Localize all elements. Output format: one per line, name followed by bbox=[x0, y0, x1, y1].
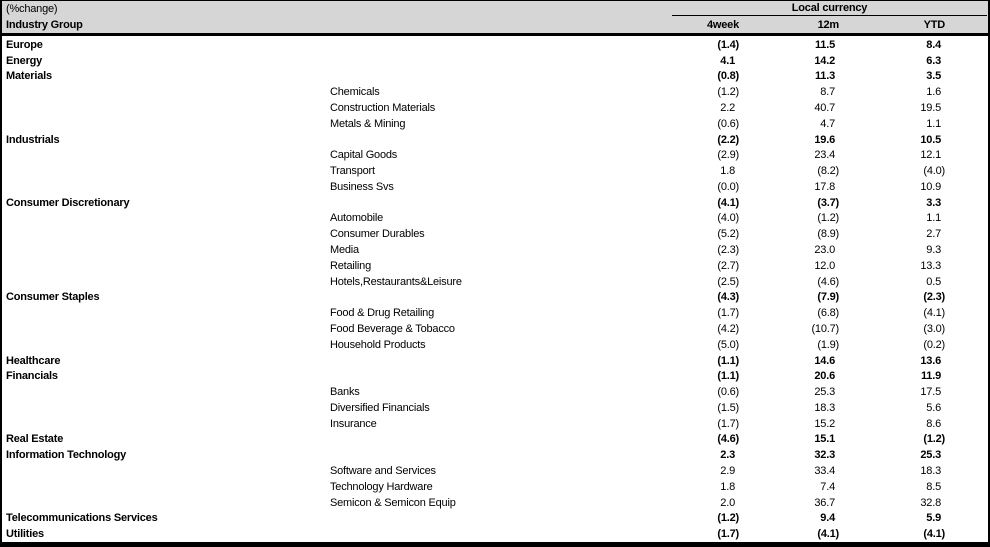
value-12m: 11.3 bbox=[814, 70, 835, 83]
value-4week: (4.1) bbox=[717, 196, 739, 209]
value-ytd: 10.5 bbox=[920, 133, 941, 146]
value-ytd: 25.3 bbox=[920, 449, 941, 462]
value-12m: 8.7 bbox=[820, 86, 835, 99]
value-4week: (1.2) bbox=[717, 512, 739, 525]
industry-group-label: Telecommunications Services bbox=[6, 512, 158, 525]
local-currency-label: Local currency bbox=[791, 2, 868, 14]
value-12m: 23.0 bbox=[814, 244, 835, 257]
value-12m: 14.2 bbox=[814, 54, 835, 67]
value-ytd: 1.1 bbox=[926, 117, 941, 130]
value-12m: (1.2) bbox=[817, 212, 839, 225]
sub-industry-label: Food Beverage & Tobacco bbox=[330, 322, 455, 335]
sub-industry-label: Diversified Financials bbox=[330, 401, 430, 414]
value-4week: (1.2) bbox=[717, 86, 739, 99]
industry-group-label: Industrials bbox=[6, 133, 60, 146]
industry-group-label: Energy bbox=[6, 54, 43, 67]
value-12m: 4.7 bbox=[820, 117, 835, 130]
value-ytd: 8.6 bbox=[926, 417, 941, 430]
table-row bbox=[2, 258, 988, 274]
value-4week: (1.1) bbox=[717, 370, 739, 383]
value-4week: (2.3) bbox=[717, 244, 739, 257]
table-row bbox=[2, 147, 988, 163]
value-12m: 15.2 bbox=[814, 417, 835, 430]
value-ytd: 8.5 bbox=[926, 480, 941, 493]
value-4week: (4.6) bbox=[717, 433, 739, 446]
column-header-4week: 4week bbox=[706, 19, 739, 31]
value-ytd: 5.9 bbox=[926, 512, 941, 525]
value-12m: (10.7) bbox=[811, 322, 839, 335]
value-ytd: 11.9 bbox=[920, 370, 941, 383]
value-12m: 23.4 bbox=[814, 149, 835, 162]
industry-group-label: Consumer Discretionary bbox=[6, 196, 130, 209]
value-12m: (4.6) bbox=[817, 275, 839, 288]
value-12m: (6.8) bbox=[817, 307, 839, 320]
value-4week: (5.0) bbox=[717, 338, 739, 351]
table-body bbox=[2, 36, 988, 542]
value-ytd: 3.5 bbox=[926, 70, 941, 83]
value-12m: (1.9) bbox=[817, 338, 839, 351]
table-row bbox=[2, 53, 988, 69]
value-12m: 19.6 bbox=[814, 133, 835, 146]
table-row bbox=[2, 495, 988, 511]
value-12m: 17.8 bbox=[814, 180, 835, 193]
value-ytd: 17.5 bbox=[920, 386, 941, 399]
value-ytd: 3.3 bbox=[926, 196, 941, 209]
sub-industry-label: Household Products bbox=[330, 338, 426, 351]
value-4week: 4.1 bbox=[720, 54, 735, 67]
sub-industry-label: Metals & Mining bbox=[330, 117, 406, 130]
sub-industry-label: Food & Drug Retailing bbox=[330, 307, 435, 320]
value-12m: 25.3 bbox=[814, 386, 835, 399]
value-4week: (1.1) bbox=[717, 354, 739, 367]
sub-industry-label: Media bbox=[330, 244, 359, 257]
value-ytd: (3.0) bbox=[923, 322, 945, 335]
value-4week: (2.5) bbox=[717, 275, 739, 288]
table-row bbox=[2, 226, 988, 242]
header-row-currency bbox=[2, 1, 988, 17]
value-12m: (3.7) bbox=[817, 196, 839, 209]
table-header bbox=[2, 1, 988, 36]
value-ytd: 13.3 bbox=[920, 259, 941, 272]
value-ytd: 13.6 bbox=[920, 354, 941, 367]
sub-industry-label: Transport bbox=[330, 165, 375, 178]
sub-industry-label: Semicon & Semicon Equip bbox=[330, 496, 456, 509]
table-row bbox=[2, 526, 988, 542]
sub-industry-label: Automobile bbox=[330, 212, 384, 225]
value-4week: (1.5) bbox=[717, 401, 739, 414]
table-row bbox=[2, 447, 988, 463]
table-row bbox=[2, 163, 988, 179]
value-4week: 1.8 bbox=[720, 480, 735, 493]
column-header-ytd: YTD bbox=[923, 19, 945, 31]
header-row-columns bbox=[2, 17, 988, 33]
value-ytd: (0.2) bbox=[923, 338, 945, 351]
table-row bbox=[2, 337, 988, 353]
value-ytd: 32.8 bbox=[920, 496, 941, 509]
value-4week: (1.7) bbox=[717, 307, 739, 320]
column-header-12m: 12m bbox=[817, 19, 839, 31]
table-row bbox=[2, 305, 988, 321]
table-row bbox=[2, 274, 988, 290]
table-row bbox=[2, 384, 988, 400]
percent-change-label: (%change) bbox=[6, 3, 58, 15]
value-4week: (2.2) bbox=[717, 133, 739, 146]
sub-industry-label: Banks bbox=[330, 386, 360, 399]
industry-group-label: Real Estate bbox=[6, 433, 64, 446]
table-row bbox=[2, 37, 988, 53]
value-12m: 15.1 bbox=[814, 433, 835, 446]
value-12m: 33.4 bbox=[814, 464, 835, 477]
industry-group-column-header: Industry Group bbox=[6, 19, 83, 31]
value-4week: (5.2) bbox=[717, 228, 739, 241]
value-ytd: (1.2) bbox=[923, 433, 945, 446]
industry-group-label: Europe bbox=[6, 38, 43, 51]
value-4week: (0.0) bbox=[717, 180, 739, 193]
table-row bbox=[2, 132, 988, 148]
value-4week: (1.4) bbox=[717, 38, 739, 51]
value-ytd: 19.5 bbox=[920, 102, 941, 115]
value-4week: (4.3) bbox=[717, 291, 739, 304]
value-4week: (2.7) bbox=[717, 259, 739, 272]
table-row bbox=[2, 416, 988, 432]
industry-group-label: Healthcare bbox=[6, 354, 61, 367]
sub-industry-label: Consumer Durables bbox=[330, 228, 425, 241]
table-row bbox=[2, 479, 988, 495]
table-row bbox=[2, 84, 988, 100]
value-ytd: 6.3 bbox=[926, 54, 941, 67]
value-12m: 32.3 bbox=[814, 449, 835, 462]
value-4week: (4.0) bbox=[717, 212, 739, 225]
sub-industry-label: Chemicals bbox=[330, 86, 380, 99]
value-4week: 1.8 bbox=[720, 165, 735, 178]
sub-industry-label: Business Svs bbox=[330, 180, 394, 193]
table-row bbox=[2, 195, 988, 211]
value-12m: (4.1) bbox=[817, 528, 839, 541]
table-row bbox=[2, 321, 988, 337]
value-4week: (1.7) bbox=[717, 417, 739, 430]
table-row bbox=[2, 179, 988, 195]
value-12m: 20.6 bbox=[814, 370, 835, 383]
value-12m: 36.7 bbox=[814, 496, 835, 509]
sub-industry-label: Construction Materials bbox=[330, 102, 436, 115]
value-12m: (7.9) bbox=[817, 291, 839, 304]
industry-group-label: Financials bbox=[6, 370, 58, 383]
sub-industry-label: Technology Hardware bbox=[330, 480, 433, 493]
value-ytd: 10.9 bbox=[920, 180, 941, 193]
value-4week: 2.3 bbox=[720, 449, 735, 462]
value-12m: 12.0 bbox=[814, 259, 835, 272]
value-12m: (8.9) bbox=[817, 228, 839, 241]
value-ytd: 5.6 bbox=[926, 401, 941, 414]
value-4week: (0.6) bbox=[717, 117, 739, 130]
table-row bbox=[2, 510, 988, 526]
sub-industry-label: Capital Goods bbox=[330, 149, 398, 162]
table-row bbox=[2, 400, 988, 416]
value-ytd: (2.3) bbox=[923, 291, 945, 304]
value-12m: 11.5 bbox=[814, 38, 835, 51]
value-ytd: 18.3 bbox=[920, 464, 941, 477]
value-ytd: 12.1 bbox=[920, 149, 941, 162]
table-row bbox=[2, 368, 988, 384]
sub-industry-label: Insurance bbox=[330, 417, 377, 430]
value-12m: (8.2) bbox=[817, 165, 839, 178]
industry-group-label: Consumer Staples bbox=[6, 291, 100, 304]
table-row bbox=[2, 432, 988, 448]
industry-group-label: Information Technology bbox=[6, 449, 127, 462]
sub-industry-label: Retailing bbox=[330, 259, 372, 272]
table-row bbox=[2, 353, 988, 369]
value-4week: 2.9 bbox=[720, 464, 735, 477]
value-ytd: 0.5 bbox=[926, 275, 941, 288]
value-4week: (0.6) bbox=[717, 386, 739, 399]
value-4week: 2.0 bbox=[720, 496, 735, 509]
value-ytd: (4.0) bbox=[923, 165, 945, 178]
sub-industry-label: Software and Services bbox=[330, 464, 436, 477]
value-ytd: (4.1) bbox=[923, 528, 945, 541]
value-4week: 2.2 bbox=[720, 102, 735, 115]
value-12m: 14.6 bbox=[814, 354, 835, 367]
table-row bbox=[2, 211, 988, 227]
value-ytd: (4.1) bbox=[923, 307, 945, 320]
industry-group-label: Materials bbox=[6, 70, 52, 83]
value-ytd: 2.7 bbox=[926, 228, 941, 241]
value-4week: (4.2) bbox=[717, 322, 739, 335]
value-4week: (1.7) bbox=[717, 528, 739, 541]
local-currency-group-header bbox=[672, 1, 987, 16]
table-row bbox=[2, 290, 988, 306]
value-ytd: 1.6 bbox=[926, 86, 941, 99]
value-ytd: 1.1 bbox=[926, 212, 941, 225]
sub-industry-label: Hotels,Restaurants&Leisure bbox=[330, 275, 462, 288]
value-12m: 40.7 bbox=[814, 102, 835, 115]
value-4week: (2.9) bbox=[717, 149, 739, 162]
value-12m: 18.3 bbox=[814, 401, 835, 414]
value-ytd: 8.4 bbox=[926, 38, 941, 51]
table-row bbox=[2, 242, 988, 258]
table-row bbox=[2, 69, 988, 85]
value-ytd: 9.3 bbox=[926, 244, 941, 257]
industry-group-label: Utilities bbox=[6, 528, 44, 541]
table-row bbox=[2, 100, 988, 116]
value-4week: (0.8) bbox=[717, 70, 739, 83]
value-12m: 7.4 bbox=[820, 480, 835, 493]
table-row bbox=[2, 463, 988, 479]
table-row bbox=[2, 116, 988, 132]
value-12m: 9.4 bbox=[820, 512, 835, 525]
